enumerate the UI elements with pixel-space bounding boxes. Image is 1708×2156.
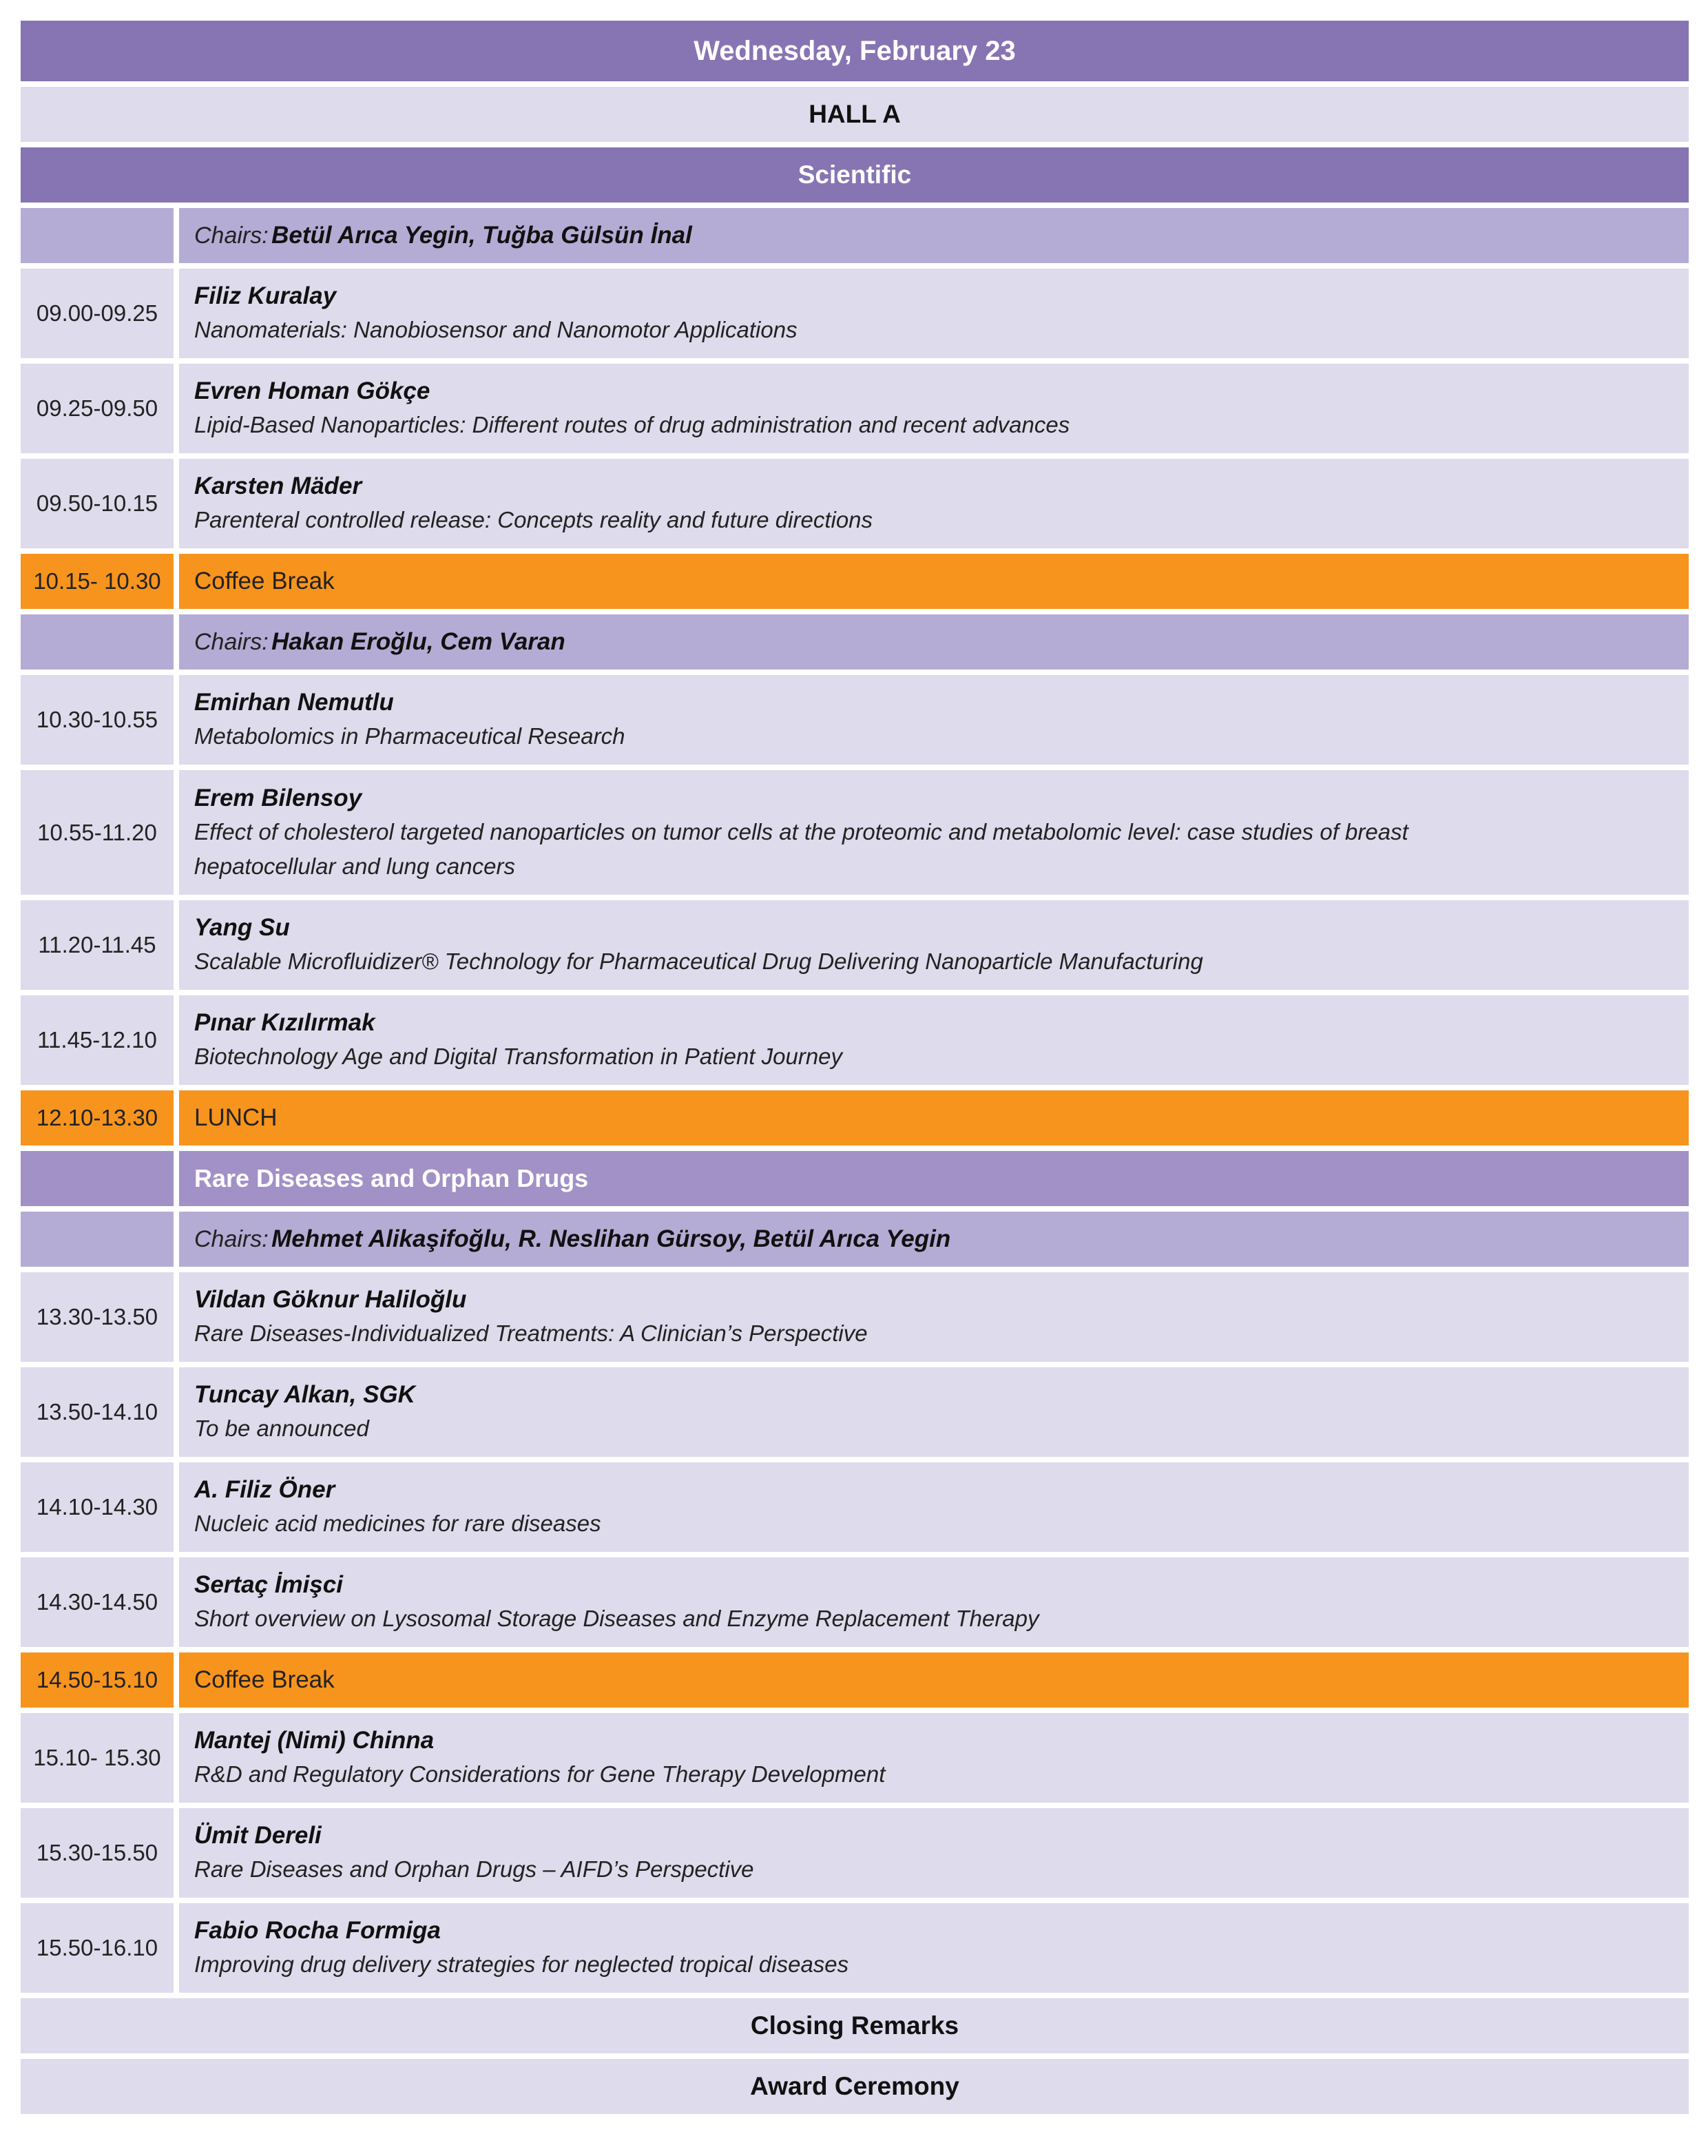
talk-content — [179, 900, 1689, 990]
program-table — [21, 21, 1689, 2119]
talk-title: Lipid-Based Nanoparticles: Different routes of drug administration and recent advances — [194, 412, 1070, 437]
talk-row — [21, 1462, 1689, 1552]
talk-row — [21, 1272, 1689, 1362]
talk-speaker: Karsten Mäder — [194, 473, 362, 499]
talk-title: Rare Diseases and Orphan Drugs – AIFD’s Perspective — [194, 1856, 754, 1882]
talk-time: 15.10- 15.30 — [21, 1713, 174, 1803]
break-label: LUNCH — [194, 1104, 278, 1131]
talk-row — [21, 459, 1689, 548]
talk-content — [179, 770, 1689, 895]
talk-title: Metabolomics in Pharmaceutical Research — [194, 723, 625, 749]
talk-row — [21, 770, 1689, 895]
talk-content — [179, 459, 1689, 548]
talk-speaker: Erem Bilensoy — [194, 784, 362, 811]
break-cell — [179, 554, 1689, 609]
talk-content — [179, 269, 1689, 358]
talk-title: Nanomaterials: Nanobiosensor and Nanomotor Applications — [194, 317, 798, 342]
talk-speaker: Mantej (Nimi) Chinna — [194, 1727, 435, 1754]
break-time: 14.50-15.10 — [21, 1652, 174, 1708]
day-header: Wednesday, February 23 — [21, 21, 1689, 81]
break-label: Coffee Break — [194, 1666, 335, 1693]
talk-speaker: Filiz Kuralay — [194, 282, 337, 309]
session-title-cell — [179, 1151, 1689, 1206]
talk-row — [21, 1903, 1689, 1993]
talk-time: 14.30-14.50 — [21, 1557, 174, 1647]
section-header: Scientific — [21, 147, 1689, 203]
break-cell — [179, 1090, 1689, 1146]
break-time: 12.10-13.30 — [21, 1090, 174, 1146]
talk-speaker: Emirhan Nemutlu — [194, 689, 394, 716]
talk-content — [179, 1903, 1689, 1993]
talk-content — [179, 1462, 1689, 1552]
chairs-prefix: Chairs: — [194, 222, 269, 249]
talk-time: 09.25-09.50 — [21, 364, 174, 453]
talk-row — [21, 995, 1689, 1085]
talk-time: 11.45-12.10 — [21, 995, 174, 1085]
talk-time: 15.50-16.10 — [21, 1903, 174, 1993]
talk-row — [21, 1808, 1689, 1898]
talk-title: Short overview on Lysosomal Storage Diseases and Enzyme Replacement Therapy — [194, 1606, 1039, 1631]
talk-speaker: Sertaç İmişci — [194, 1571, 343, 1598]
talk-time: 09.50-10.15 — [21, 459, 174, 548]
talk-speaker: Evren Homan Gökçe — [194, 377, 430, 404]
talk-row — [21, 364, 1689, 453]
talk-content — [179, 675, 1689, 765]
talk-row — [21, 269, 1689, 358]
chairs-prefix: Chairs: — [194, 1226, 269, 1252]
talk-content — [179, 364, 1689, 453]
chairs-row — [21, 614, 1689, 670]
talk-content — [179, 1808, 1689, 1898]
talk-speaker: Fabio Rocha Formiga — [194, 1917, 441, 1944]
time-cell-empty — [21, 208, 174, 263]
time-cell-empty — [21, 1151, 174, 1206]
talk-time: 11.20-11.45 — [21, 900, 174, 990]
talk-time: 09.00-09.25 — [21, 269, 174, 358]
talk-speaker: Yang Su — [194, 914, 290, 941]
talk-content — [179, 1557, 1689, 1647]
talk-time: 14.10-14.30 — [21, 1462, 174, 1552]
break-row — [21, 554, 1689, 609]
talk-title: Nucleic acid medicines for rare diseases — [194, 1511, 601, 1536]
talk-row — [21, 1367, 1689, 1457]
talk-time: 13.50-14.10 — [21, 1367, 174, 1457]
chairs-names: Hakan Eroğlu, Cem Varan — [271, 628, 565, 655]
award-ceremony-row: Award Ceremony — [21, 2059, 1689, 2114]
talk-time: 13.30-13.50 — [21, 1272, 174, 1362]
talk-time: 10.30-10.55 — [21, 675, 174, 765]
time-cell-empty — [21, 614, 174, 670]
talk-time: 10.55-11.20 — [21, 770, 174, 895]
talk-title: To be announced — [194, 1416, 369, 1441]
talk-content — [179, 1272, 1689, 1362]
session-title: Rare Diseases and Orphan Drugs — [194, 1164, 589, 1192]
talk-speaker: Pınar Kızılırmak — [194, 1009, 375, 1036]
talk-row — [21, 1557, 1689, 1647]
talk-row — [21, 900, 1689, 990]
chairs-names: Betül Arıca Yegin, Tuğba Gülsün İnal — [271, 222, 692, 249]
chairs-row — [21, 1212, 1689, 1267]
closing-remarks-row: Closing Remarks — [21, 1998, 1689, 2053]
chairs-cell — [179, 208, 1689, 263]
talk-speaker: A. Filiz Öner — [194, 1476, 335, 1503]
session-title-row — [21, 1151, 1689, 1206]
talk-speaker: Vildan Göknur Haliloğlu — [194, 1286, 467, 1313]
talk-speaker: Tuncay Alkan, SGK — [194, 1381, 415, 1408]
break-row — [21, 1090, 1689, 1146]
talk-title: Scalable Microfluidizer® Technology for Pharmaceutical Drug Delivering Nanoparticle Manufacturing — [194, 949, 1203, 974]
talk-speaker: Ümit Dereli — [194, 1822, 322, 1849]
talk-title: R&D and Regulatory Considerations for Gene Therapy Development — [194, 1761, 886, 1787]
break-label: Coffee Break — [194, 568, 335, 594]
talk-content — [179, 995, 1689, 1085]
talk-content — [179, 1713, 1689, 1803]
talk-title: Biotechnology Age and Digital Transformation in Patient Journey — [194, 1044, 843, 1069]
hall-header: HALL A — [21, 87, 1689, 142]
talk-time: 15.30-15.50 — [21, 1808, 174, 1898]
talk-row — [21, 675, 1689, 765]
chairs-cell — [179, 1212, 1689, 1267]
chairs-row — [21, 208, 1689, 263]
talk-row — [21, 1713, 1689, 1803]
chairs-prefix: Chairs: — [194, 629, 269, 655]
chairs-names: Mehmet Alikaşifoğlu, R. Neslihan Gürsoy, Betül Arıca Yegin — [271, 1225, 951, 1252]
break-cell — [179, 1652, 1689, 1708]
time-cell-empty — [21, 1212, 174, 1267]
talk-title: Improving drug delivery strategies for neglected tropical diseases — [194, 1951, 849, 1977]
break-row — [21, 1652, 1689, 1708]
talk-title-continued: hepatocellular and lung cancers — [194, 853, 515, 879]
talk-title: Effect of cholesterol targeted nanoparticles on tumor cells at the proteomic and metabolomic level: case studies of breast — [194, 818, 1408, 844]
talk-title: Rare Diseases-Individualized Treatments: A Clinician’s Perspective — [194, 1320, 868, 1346]
talk-content — [179, 1367, 1689, 1457]
chairs-cell — [179, 614, 1689, 670]
break-time: 10.15- 10.30 — [21, 554, 174, 609]
talk-title: Parenteral controlled release: Concepts reality and future directions — [194, 507, 873, 532]
